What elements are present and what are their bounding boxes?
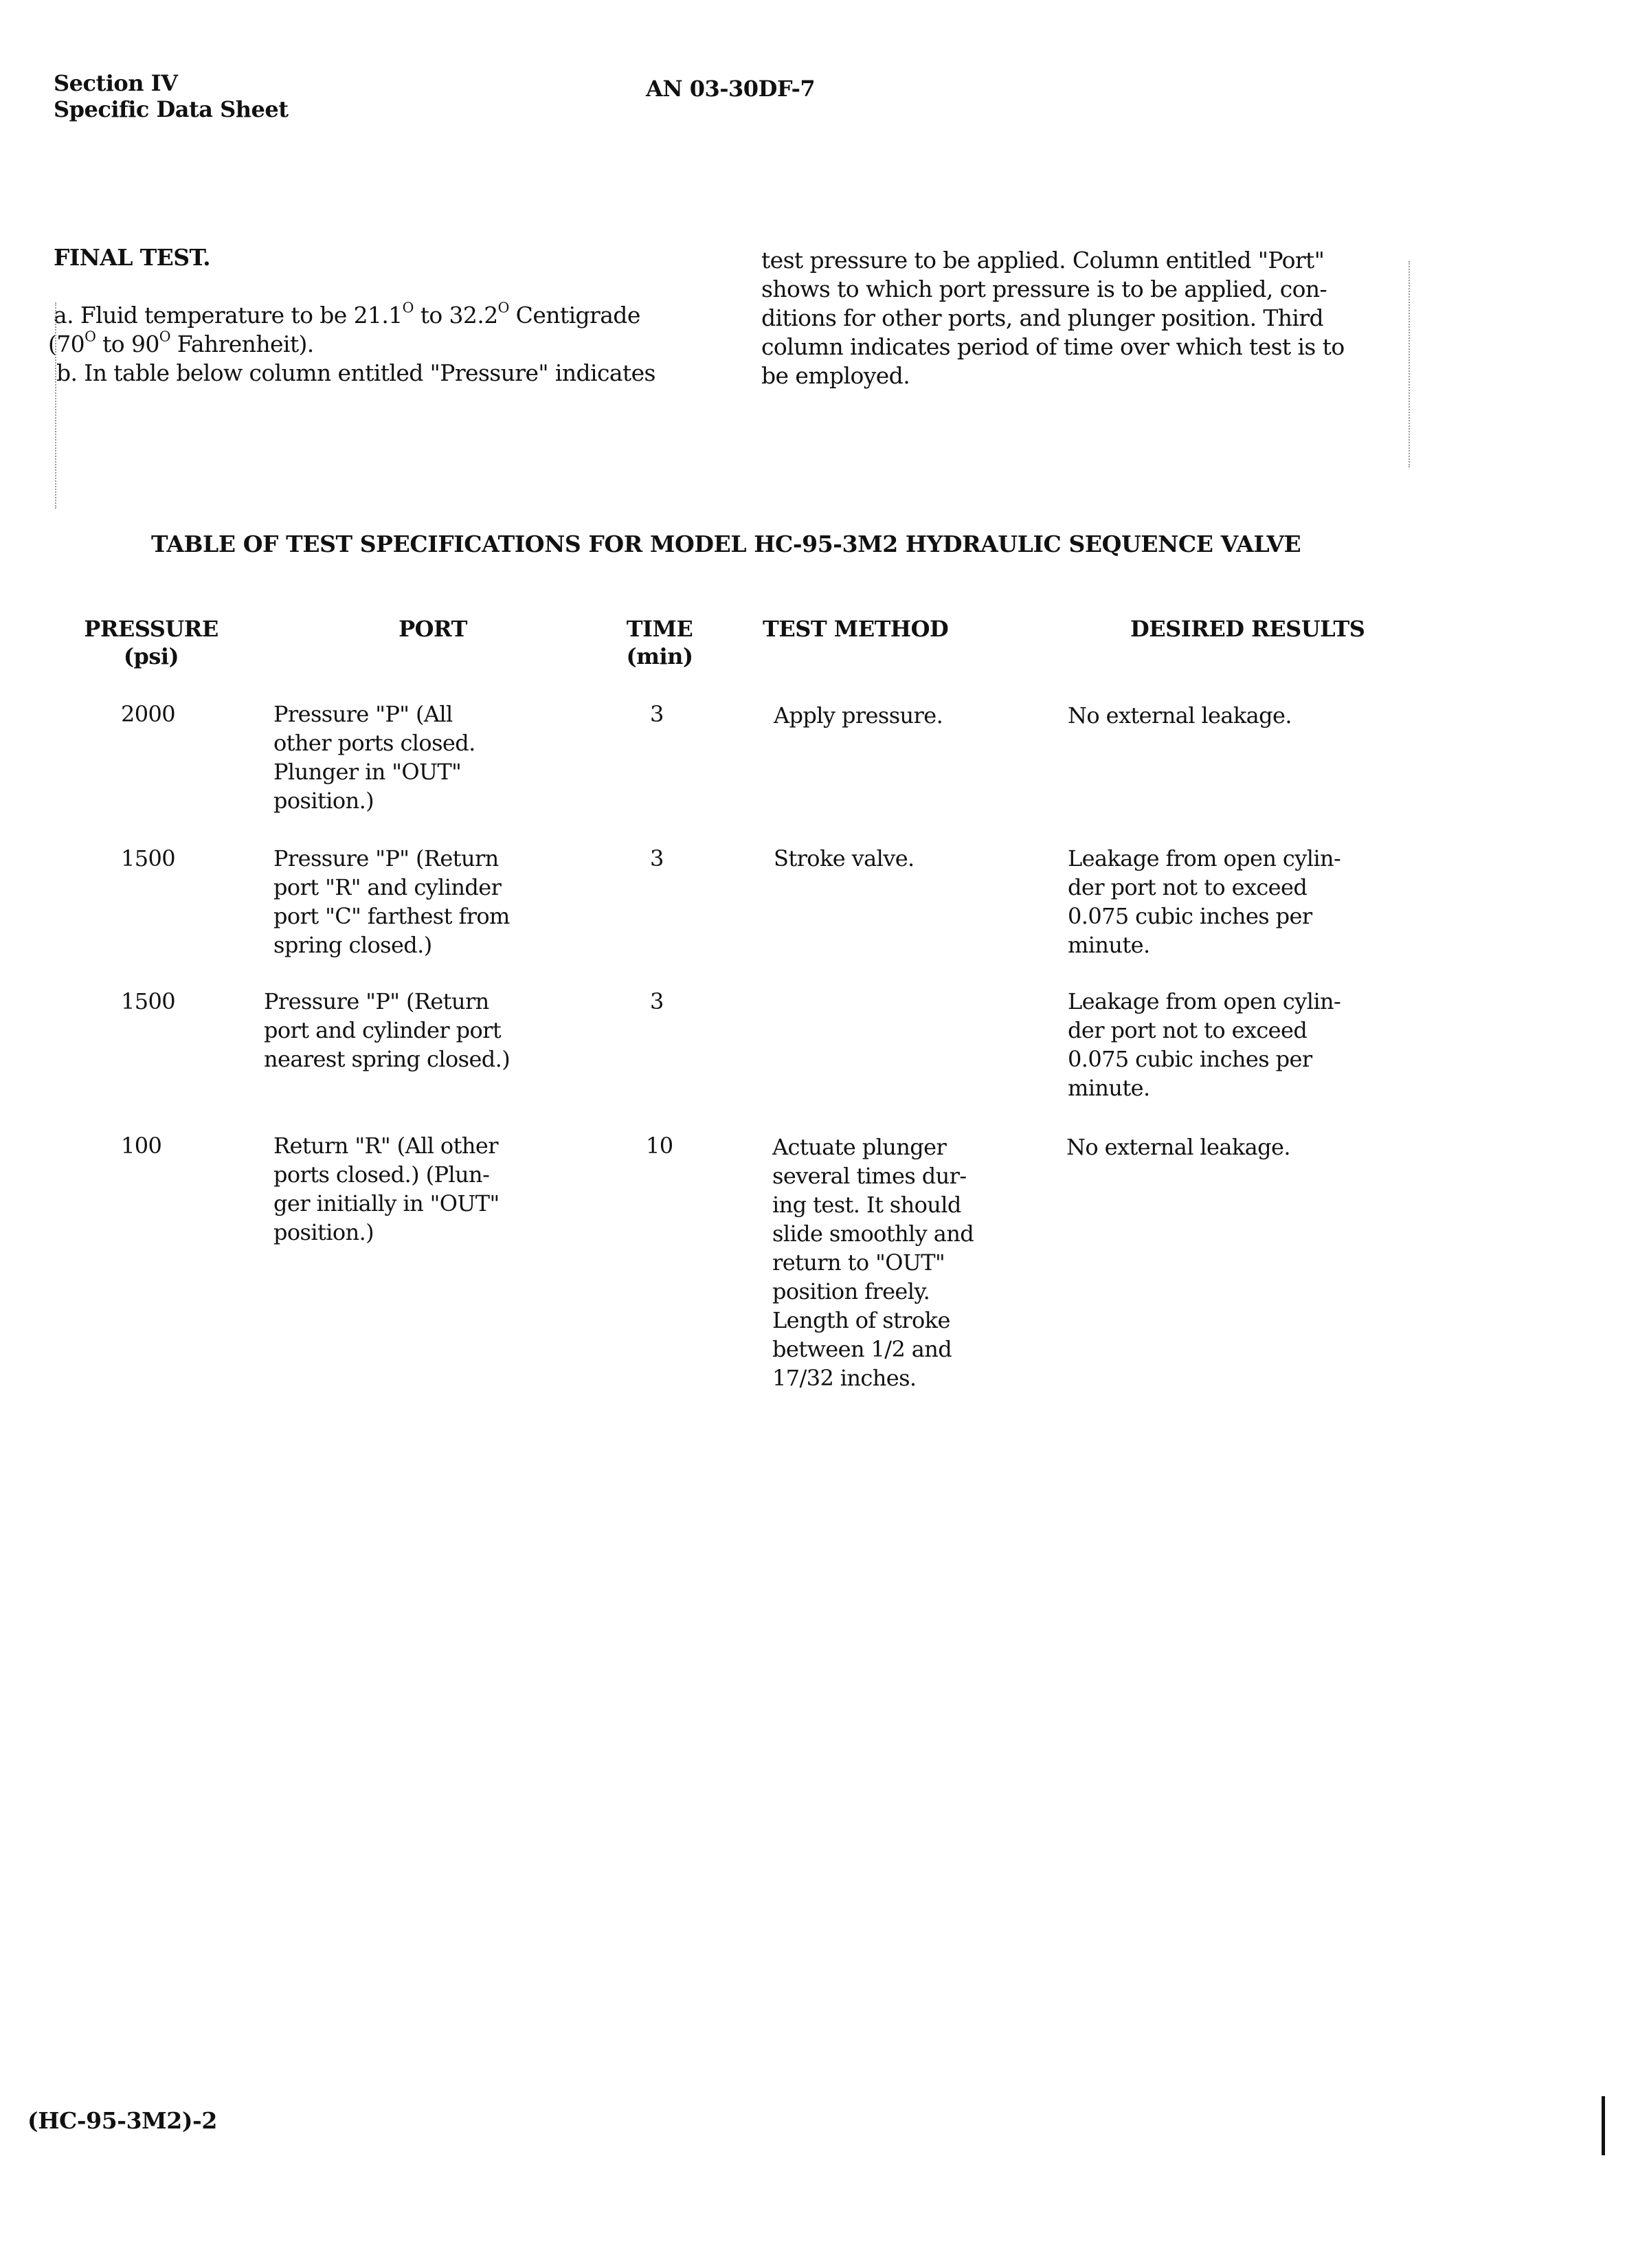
paragraph-line: be employed. (761, 362, 910, 389)
header-label: PORT (399, 616, 467, 642)
cell-time: 3 (650, 845, 664, 871)
cell-line: Pressure "P" (Return (273, 845, 499, 871)
cell-line: ing test. It should (772, 1192, 961, 1218)
paragraph-line: test pressure to be applied. Column entitled "Port" (761, 247, 1325, 274)
final-test-heading: FINAL TEST. (54, 244, 211, 271)
cell-line: port "C" farthest from (273, 903, 510, 929)
degree-mark: O (402, 299, 414, 316)
text: Fahrenheit). (170, 331, 314, 357)
cell-line: port and cylinder port (264, 1017, 502, 1043)
paragraph-line: ditions for other ports, and plunger position. Third (761, 304, 1324, 331)
cell-port (273, 700, 475, 815)
text: to 32.2 (413, 302, 498, 329)
cell-line: Actuate plunger (772, 1134, 947, 1160)
header-label: DESIRED RESULTS (1130, 616, 1365, 642)
margin-change-bar (1602, 2096, 1605, 2155)
cell-port (264, 987, 510, 1074)
table-title: TABLE OF TEST SPECIFICATIONS FOR MODEL HC-95-3M2 HYDRAULIC SEQUENCE VALVE (151, 531, 1301, 557)
cell-port (273, 844, 510, 959)
cell-pressure: 1500 (121, 845, 176, 871)
item-a-line-1 (54, 301, 640, 330)
cell-line: der port not to exceed (1068, 1017, 1308, 1043)
degree-mark: O (159, 328, 170, 345)
cell-line: ger initially in "OUT" (273, 1190, 500, 1216)
cell-desired-results (1068, 844, 1340, 959)
cell-line: minute. (1068, 1075, 1150, 1101)
item-a-line-2 (48, 330, 314, 359)
cell-line: No external leakage. (1068, 702, 1292, 729)
cell-line: Return "R" (All other (273, 1133, 498, 1159)
column-header-port (371, 615, 495, 643)
cell-pressure: 1500 (121, 988, 176, 1014)
cell-line: minute. (1068, 932, 1150, 958)
intro-right-column (761, 246, 1345, 390)
cell-pressure: 2000 (121, 701, 176, 727)
column-header-desired-results (1130, 615, 1365, 643)
cell-time: 3 (650, 988, 664, 1014)
cell-line: Plunger in "OUT" (273, 759, 462, 785)
paragraph-line: column indicates period of time over which test is to (761, 333, 1345, 360)
cell-line: ports closed.) (Plun- (273, 1161, 490, 1188)
cell-desired-results (1068, 987, 1340, 1102)
page-subtitle: Specific Data Sheet (54, 96, 289, 122)
header-label: TIME (626, 616, 693, 642)
cell-line: Stroke valve. (774, 845, 915, 871)
cell-desired-results (1066, 1133, 1290, 1161)
cell-line: other ports closed. (273, 730, 475, 756)
degree-mark: O (85, 328, 96, 345)
text: to 90 (96, 331, 159, 357)
header-label: PRESSURE (84, 616, 218, 642)
cell-time: 3 (650, 701, 664, 727)
cell-line: Length of stroke (772, 1307, 950, 1333)
text: (70 (48, 331, 85, 357)
cell-time: 10 (646, 1133, 673, 1159)
cell-line: nearest spring closed.) (264, 1046, 511, 1072)
cell-desired-results (1068, 701, 1292, 730)
cell-line: Leakage from open cylin- (1068, 988, 1341, 1014)
cell-port (273, 1131, 500, 1247)
cell-line: No external leakage. (1066, 1134, 1290, 1160)
header-unit: (psi) (123, 643, 179, 669)
page-footer-id: (HC-95-3M2)-2 (27, 2107, 217, 2134)
cell-test-method (774, 844, 915, 873)
cell-line: der port not to exceed (1068, 874, 1308, 900)
cell-line: between 1/2 and (772, 1336, 952, 1362)
cell-test-method (774, 701, 943, 730)
column-header-test-method (763, 615, 948, 643)
cell-line: 0.075 cubic inches per (1068, 1046, 1312, 1072)
header-label: TEST METHOD (763, 616, 949, 642)
paragraph-line: shows to which port pressure is to be applied, con- (761, 276, 1327, 302)
item-b-line-1: b. In table below column entitled "Pressure" indicates (56, 359, 655, 386)
column-header-pressure (76, 615, 227, 670)
cell-line: position freely. (772, 1278, 930, 1304)
scan-artifact (1409, 261, 1410, 467)
text: Centigrade (508, 302, 640, 329)
cell-line: Apply pressure. (774, 702, 943, 729)
cell-line: spring closed.) (273, 932, 432, 958)
column-header-time (605, 615, 715, 670)
text: a. Fluid temperature to be 21.1 (54, 302, 403, 329)
cell-line: Pressure "P" (Return (264, 988, 489, 1014)
cell-line: position.) (273, 788, 374, 814)
document-number: AN 03-30DF-7 (646, 76, 816, 102)
cell-test-method (772, 1133, 974, 1392)
cell-line: position.) (273, 1219, 374, 1245)
cell-line: Leakage from open cylin- (1068, 845, 1341, 871)
cell-line: Pressure "P" (All (273, 701, 453, 727)
cell-line: 17/32 inches. (772, 1365, 917, 1391)
cell-line: return to "OUT" (772, 1249, 945, 1276)
header-unit: (min) (626, 643, 693, 669)
cell-line: port "R" and cylinder (273, 874, 502, 900)
cell-line: slide smoothly and (772, 1221, 974, 1247)
cell-line: several times dur- (772, 1163, 967, 1189)
cell-pressure: 100 (121, 1133, 162, 1159)
section-label: Section IV (54, 70, 178, 96)
scan-artifact (55, 302, 56, 509)
degree-mark: O (497, 299, 509, 316)
cell-line: 0.075 cubic inches per (1068, 903, 1312, 929)
